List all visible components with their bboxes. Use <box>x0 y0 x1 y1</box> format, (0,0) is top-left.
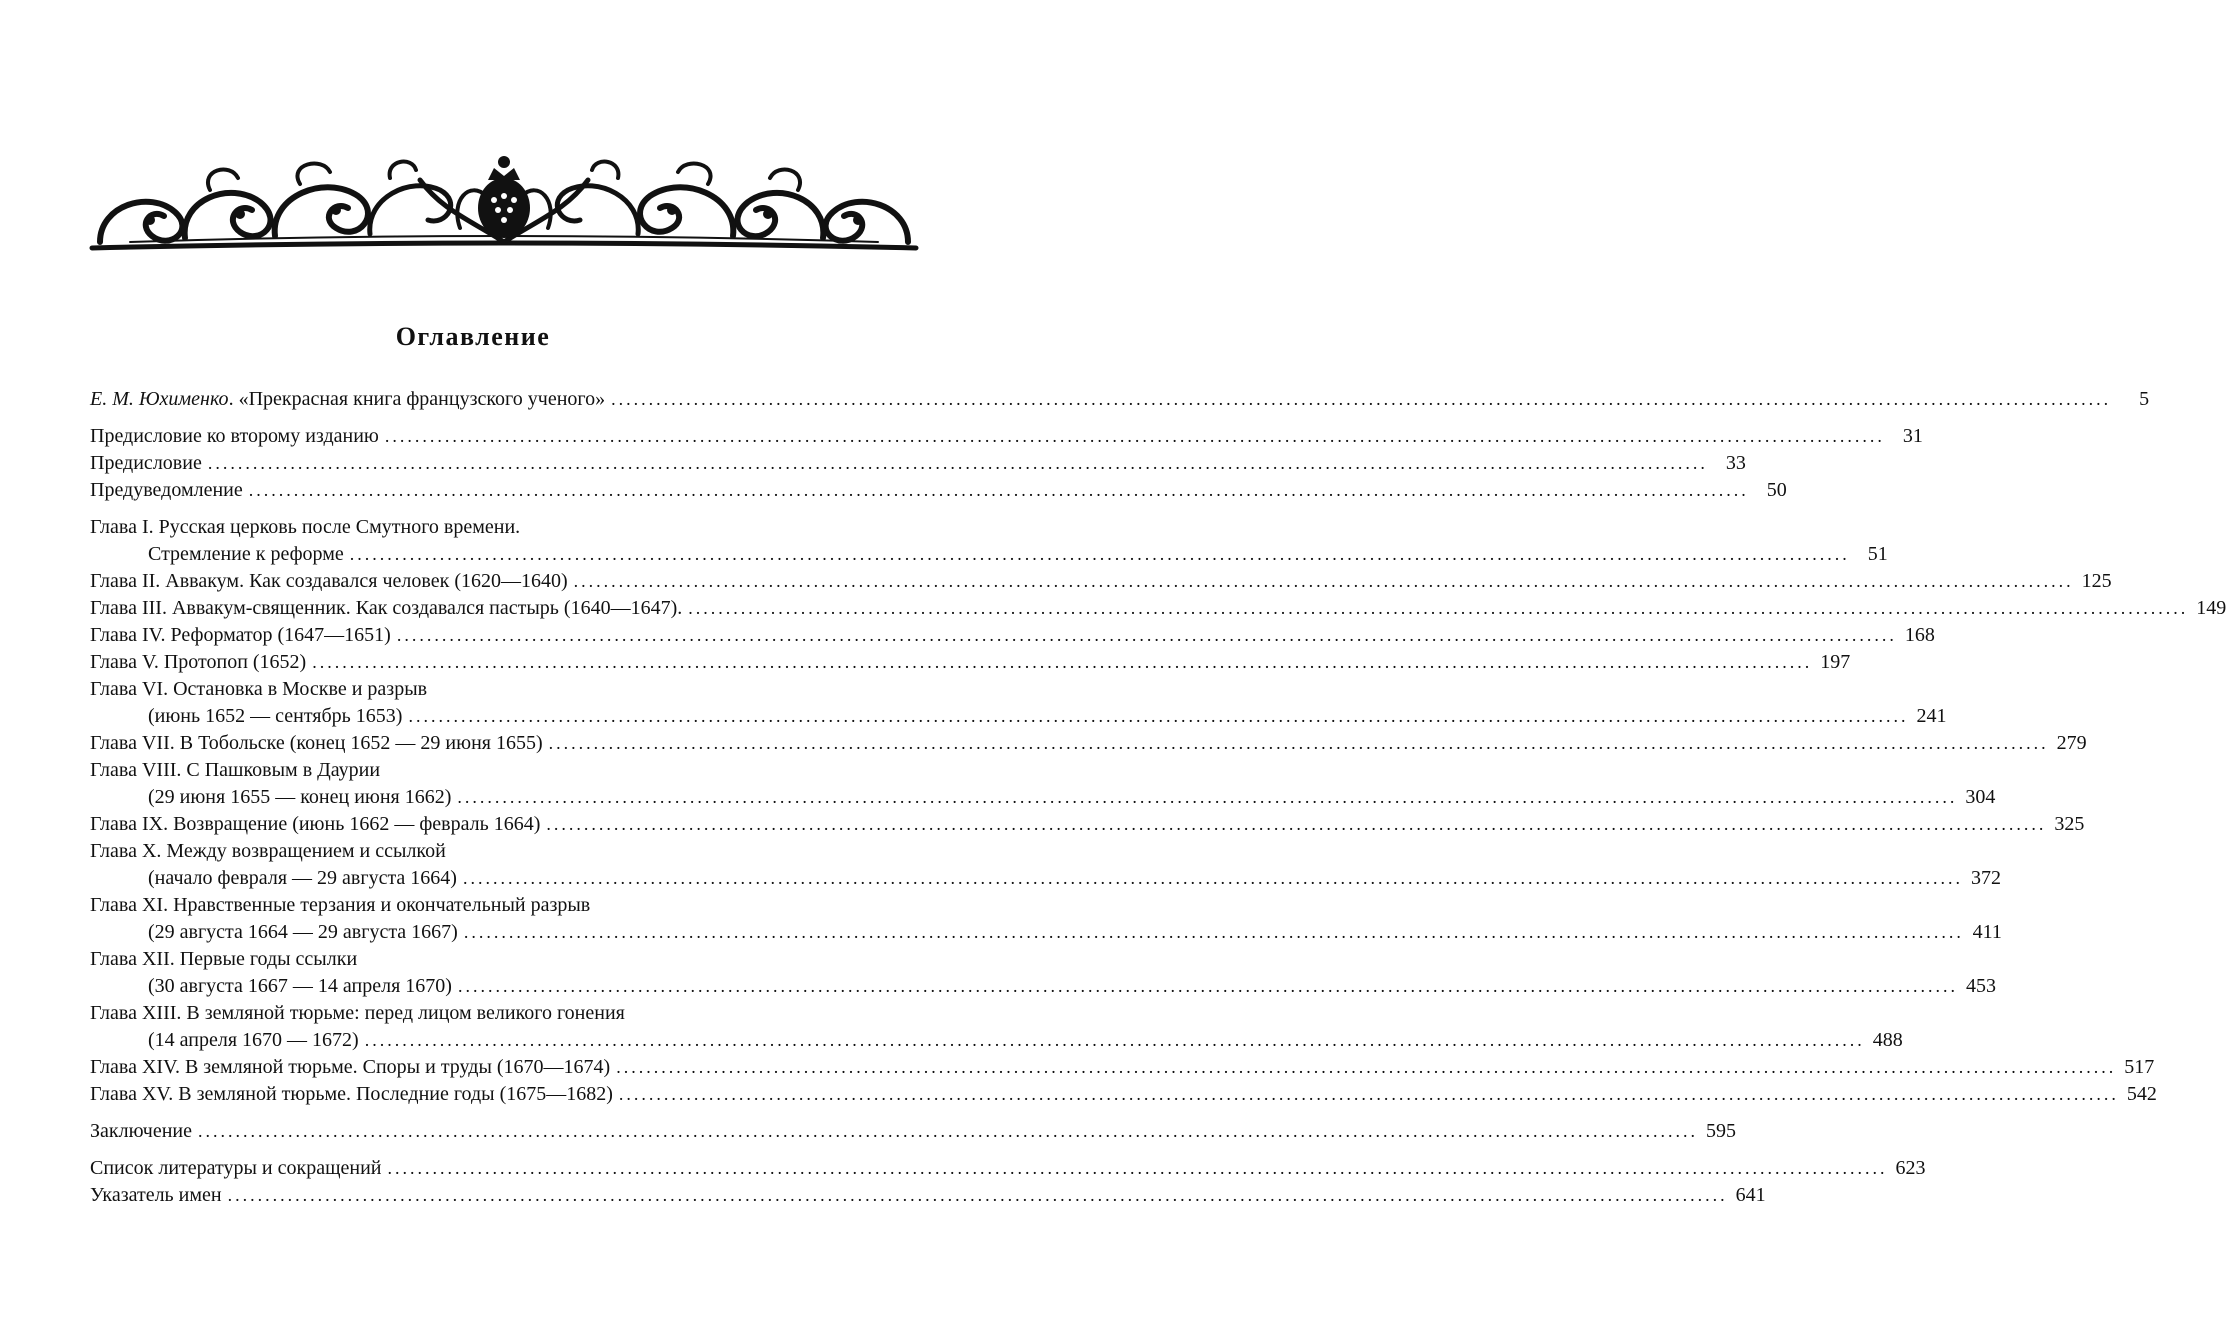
toc-entry-page: 5 <box>2139 388 2150 410</box>
toc-entry-title: Стремление к реформе <box>148 543 344 565</box>
toc-entry-line[interactable] <box>90 892 856 919</box>
toc-entry[interactable] <box>90 1027 1903 1054</box>
toc-entry-page: 304 <box>1965 786 1996 808</box>
toc-entry-page: 149 <box>2196 597 2226 619</box>
toc-entry[interactable] <box>90 703 1947 730</box>
toc-entry-author: Е. М. Юхименко <box>90 388 229 410</box>
toc-entry-title: Предуведомление <box>90 479 243 501</box>
toc-entry-chapter-heading: Глава VI. Остановка в Москве и разрыв <box>90 678 428 700</box>
leader-dots: ........................................................................................................................................................................................................ <box>548 733 2049 753</box>
toc-entry[interactable] <box>90 568 2112 595</box>
toc-entry-conclusion[interactable] <box>90 1118 1736 1145</box>
toc-entry[interactable] <box>90 622 1935 649</box>
leader-dots: ........................................................................................................................................................................................................ <box>462 868 1963 888</box>
leader-dots: ........................................................................................................................................................................................................ <box>387 1158 1888 1178</box>
leader-dots: ........................................................................................................................................................................................................ <box>207 453 1708 473</box>
toc-entry-title: Глава XV. В земляной тюрьме. Последние годы (1675—1682) <box>90 1083 613 1105</box>
toc-entry-line[interactable] <box>90 757 856 784</box>
toc-entry-chapter-heading: Глава XI. Нравственные терзания и окончательный разрыв <box>90 894 591 916</box>
leader-dots: ........................................................................................................................................................................................................ <box>364 1030 1865 1050</box>
toc-entry[interactable] <box>90 1081 2157 1108</box>
toc-entry[interactable] <box>90 1054 2155 1081</box>
toc-group-front-matter <box>90 423 1923 504</box>
toc-entry-page: 125 <box>2081 570 2112 592</box>
toc-group-conclusion <box>90 1118 1736 1145</box>
toc-entry-title: (начало февраля — 29 августа 1664) <box>148 867 457 889</box>
leader-dots: ........................................................................................................................................................................................................ <box>198 1121 1698 1141</box>
leader-dots: ........................................................................................................................................................................................................ <box>611 389 2112 409</box>
toc-entry-page: 595 <box>1706 1120 1736 1142</box>
toc-entry-page: 453 <box>1965 975 1996 997</box>
toc-entry-page: 197 <box>1820 651 1851 673</box>
toc-entry-page: 168 <box>1904 624 1935 646</box>
toc-entry-line[interactable] <box>90 838 856 865</box>
toc-entry-page: 325 <box>2054 813 2085 835</box>
toc-entry[interactable] <box>90 541 1888 568</box>
toc-entry[interactable] <box>90 1155 1926 1182</box>
toc-entry-title: Предисловие ко второму изданию <box>90 425 379 447</box>
leader-dots: ........................................................................................................................................................................................................ <box>312 652 1813 672</box>
toc-entry-page: 31 <box>1902 425 1923 447</box>
toc-entry[interactable] <box>90 450 1746 477</box>
toc-entry[interactable] <box>90 1182 1766 1209</box>
toc-entry-page: 488 <box>1872 1029 1903 1051</box>
leader-dots: ........................................................................................................................................................................................................ <box>618 1084 2119 1104</box>
toc-entry-chapter-heading: Глава XII. Первые годы ссылки <box>90 948 358 970</box>
leader-dots: ........................................................................................................................................................................................................ <box>457 976 1958 996</box>
toc-entry[interactable] <box>90 649 1851 676</box>
leader-dots: ........................................................................................................................................................................................................ <box>688 598 2189 618</box>
toc-entry-title: (30 августа 1667 — 14 апреля 1670) <box>148 975 452 997</box>
toc-entry-line[interactable] <box>90 676 856 703</box>
toc-entry-page: 33 <box>1725 452 1746 474</box>
toc-entry-page: 241 <box>1916 705 1947 727</box>
leader-dots: ........................................................................................................................................................................................................ <box>227 1185 1728 1205</box>
toc-entry-chapter-heading: Глава XIII. В земляной тюрьме: перед лицом великого гонения <box>90 1002 625 1024</box>
leader-dots: ........................................................................................................................................................................................................ <box>616 1057 2117 1077</box>
toc-entry-title: Глава IX. Возвращение (июнь 1662 — февраль 1664) <box>90 813 541 835</box>
toc-entry-title: Глава II. Аввакум. Как создавался человек (1620—1640) <box>90 570 568 592</box>
toc-entry-chapter-heading: Глава VIII. С Пашковым в Даурии <box>90 759 381 781</box>
toc-entry[interactable] <box>90 423 1923 450</box>
toc-entry-page: 279 <box>2056 732 2087 754</box>
toc-entry[interactable] <box>90 595 2226 622</box>
toc-group-chapters <box>90 514 2226 1108</box>
leader-dots: ........................................................................................................................................................................................................ <box>573 571 2074 591</box>
toc-entry-page: 623 <box>1895 1157 1926 1179</box>
toc-entry-page: 51 <box>1867 543 1888 565</box>
toc-entry-title: Список литературы и сокращений <box>90 1157 382 1179</box>
leader-dots: ........................................................................................................................................................................................................ <box>408 706 1909 726</box>
toc-entry[interactable] <box>90 919 2002 946</box>
toc-entry-line[interactable] <box>90 1000 856 1027</box>
toc-entry-page: 50 <box>1766 479 1787 501</box>
leader-dots: ........................................................................................................................................................................................................ <box>396 625 1897 645</box>
toc-entry[interactable] <box>90 784 1996 811</box>
toc-entry-page: 542 <box>2126 1083 2157 1105</box>
toc-entry[interactable] <box>90 730 2087 757</box>
toc-entry-title: (июнь 1652 — сентябрь 1653) <box>148 705 403 727</box>
toc-entry-chapter-heading: Глава X. Между возвращением и ссылкой <box>90 840 446 862</box>
toc-entry[interactable] <box>90 865 2001 892</box>
toc-entry[interactable] <box>90 973 1996 1000</box>
toc-entry-intro[interactable] <box>90 386 2150 413</box>
toc-entry-page: 517 <box>2124 1056 2155 1078</box>
floral-scroll-ornament-icon <box>90 150 918 258</box>
toc-entry-page: 411 <box>1972 921 2002 943</box>
toc-entry-title: Предисловие <box>90 452 202 474</box>
leader-dots: ........................................................................................................................................................................................................ <box>457 787 1958 807</box>
leader-dots: ........................................................................................................................................................................................................ <box>384 426 1885 446</box>
toc-entry-title: Указатель имен <box>90 1184 222 1206</box>
toc-entry-line[interactable] <box>90 946 856 973</box>
toc-entry-chapter-heading: Глава I. Русская церковь после Смутного времени. <box>90 516 521 538</box>
toc-entry-title: Глава XIV. В земляной тюрьме. Споры и труды (1670—1674) <box>90 1056 611 1078</box>
toc-entry-page: 641 <box>1735 1184 1766 1206</box>
toc-entry-title: Е. М. Юхименко. «Прекрасная книга французского ученого» <box>90 388 606 410</box>
toc-entry-page: 372 <box>1970 867 2001 889</box>
toc-entry-line[interactable] <box>90 514 856 541</box>
page-title: Оглавление <box>395 322 551 351</box>
toc-entry[interactable] <box>90 477 1787 504</box>
toc-entry[interactable] <box>90 811 2085 838</box>
toc-entry-title: Заключение <box>90 1120 192 1142</box>
toc-entry-title: Глава V. Протопоп (1652) <box>90 651 307 673</box>
toc-entry-title: (14 апреля 1670 — 1672) <box>148 1029 359 1051</box>
toc-entry-title: Глава III. Аввакум-священник. Как создавался пастырь (1640—1647). <box>90 597 683 619</box>
leader-dots: ........................................................................................................................................................................................................ <box>546 814 2047 834</box>
leader-dots: ........................................................................................................................................................................................................ <box>349 544 1850 564</box>
toc-entry-title: Глава IV. Реформатор (1647—1651) <box>90 624 391 646</box>
leader-dots: ........................................................................................................................................................................................................ <box>248 480 1749 500</box>
toc-entry-title: (29 июня 1655 — конец июня 1662) <box>148 786 452 808</box>
toc-entry-title: Глава VII. В Тобольске (конец 1652 — 29 июня 1655) <box>90 732 543 754</box>
table-of-contents <box>90 386 2226 1219</box>
leader-dots: ........................................................................................................................................................................................................ <box>463 922 1964 942</box>
toc-group-back-matter <box>90 1155 1926 1209</box>
toc-group-intro <box>90 386 2150 413</box>
toc-entry-title: (29 августа 1664 — 29 августа 1667) <box>148 921 458 943</box>
